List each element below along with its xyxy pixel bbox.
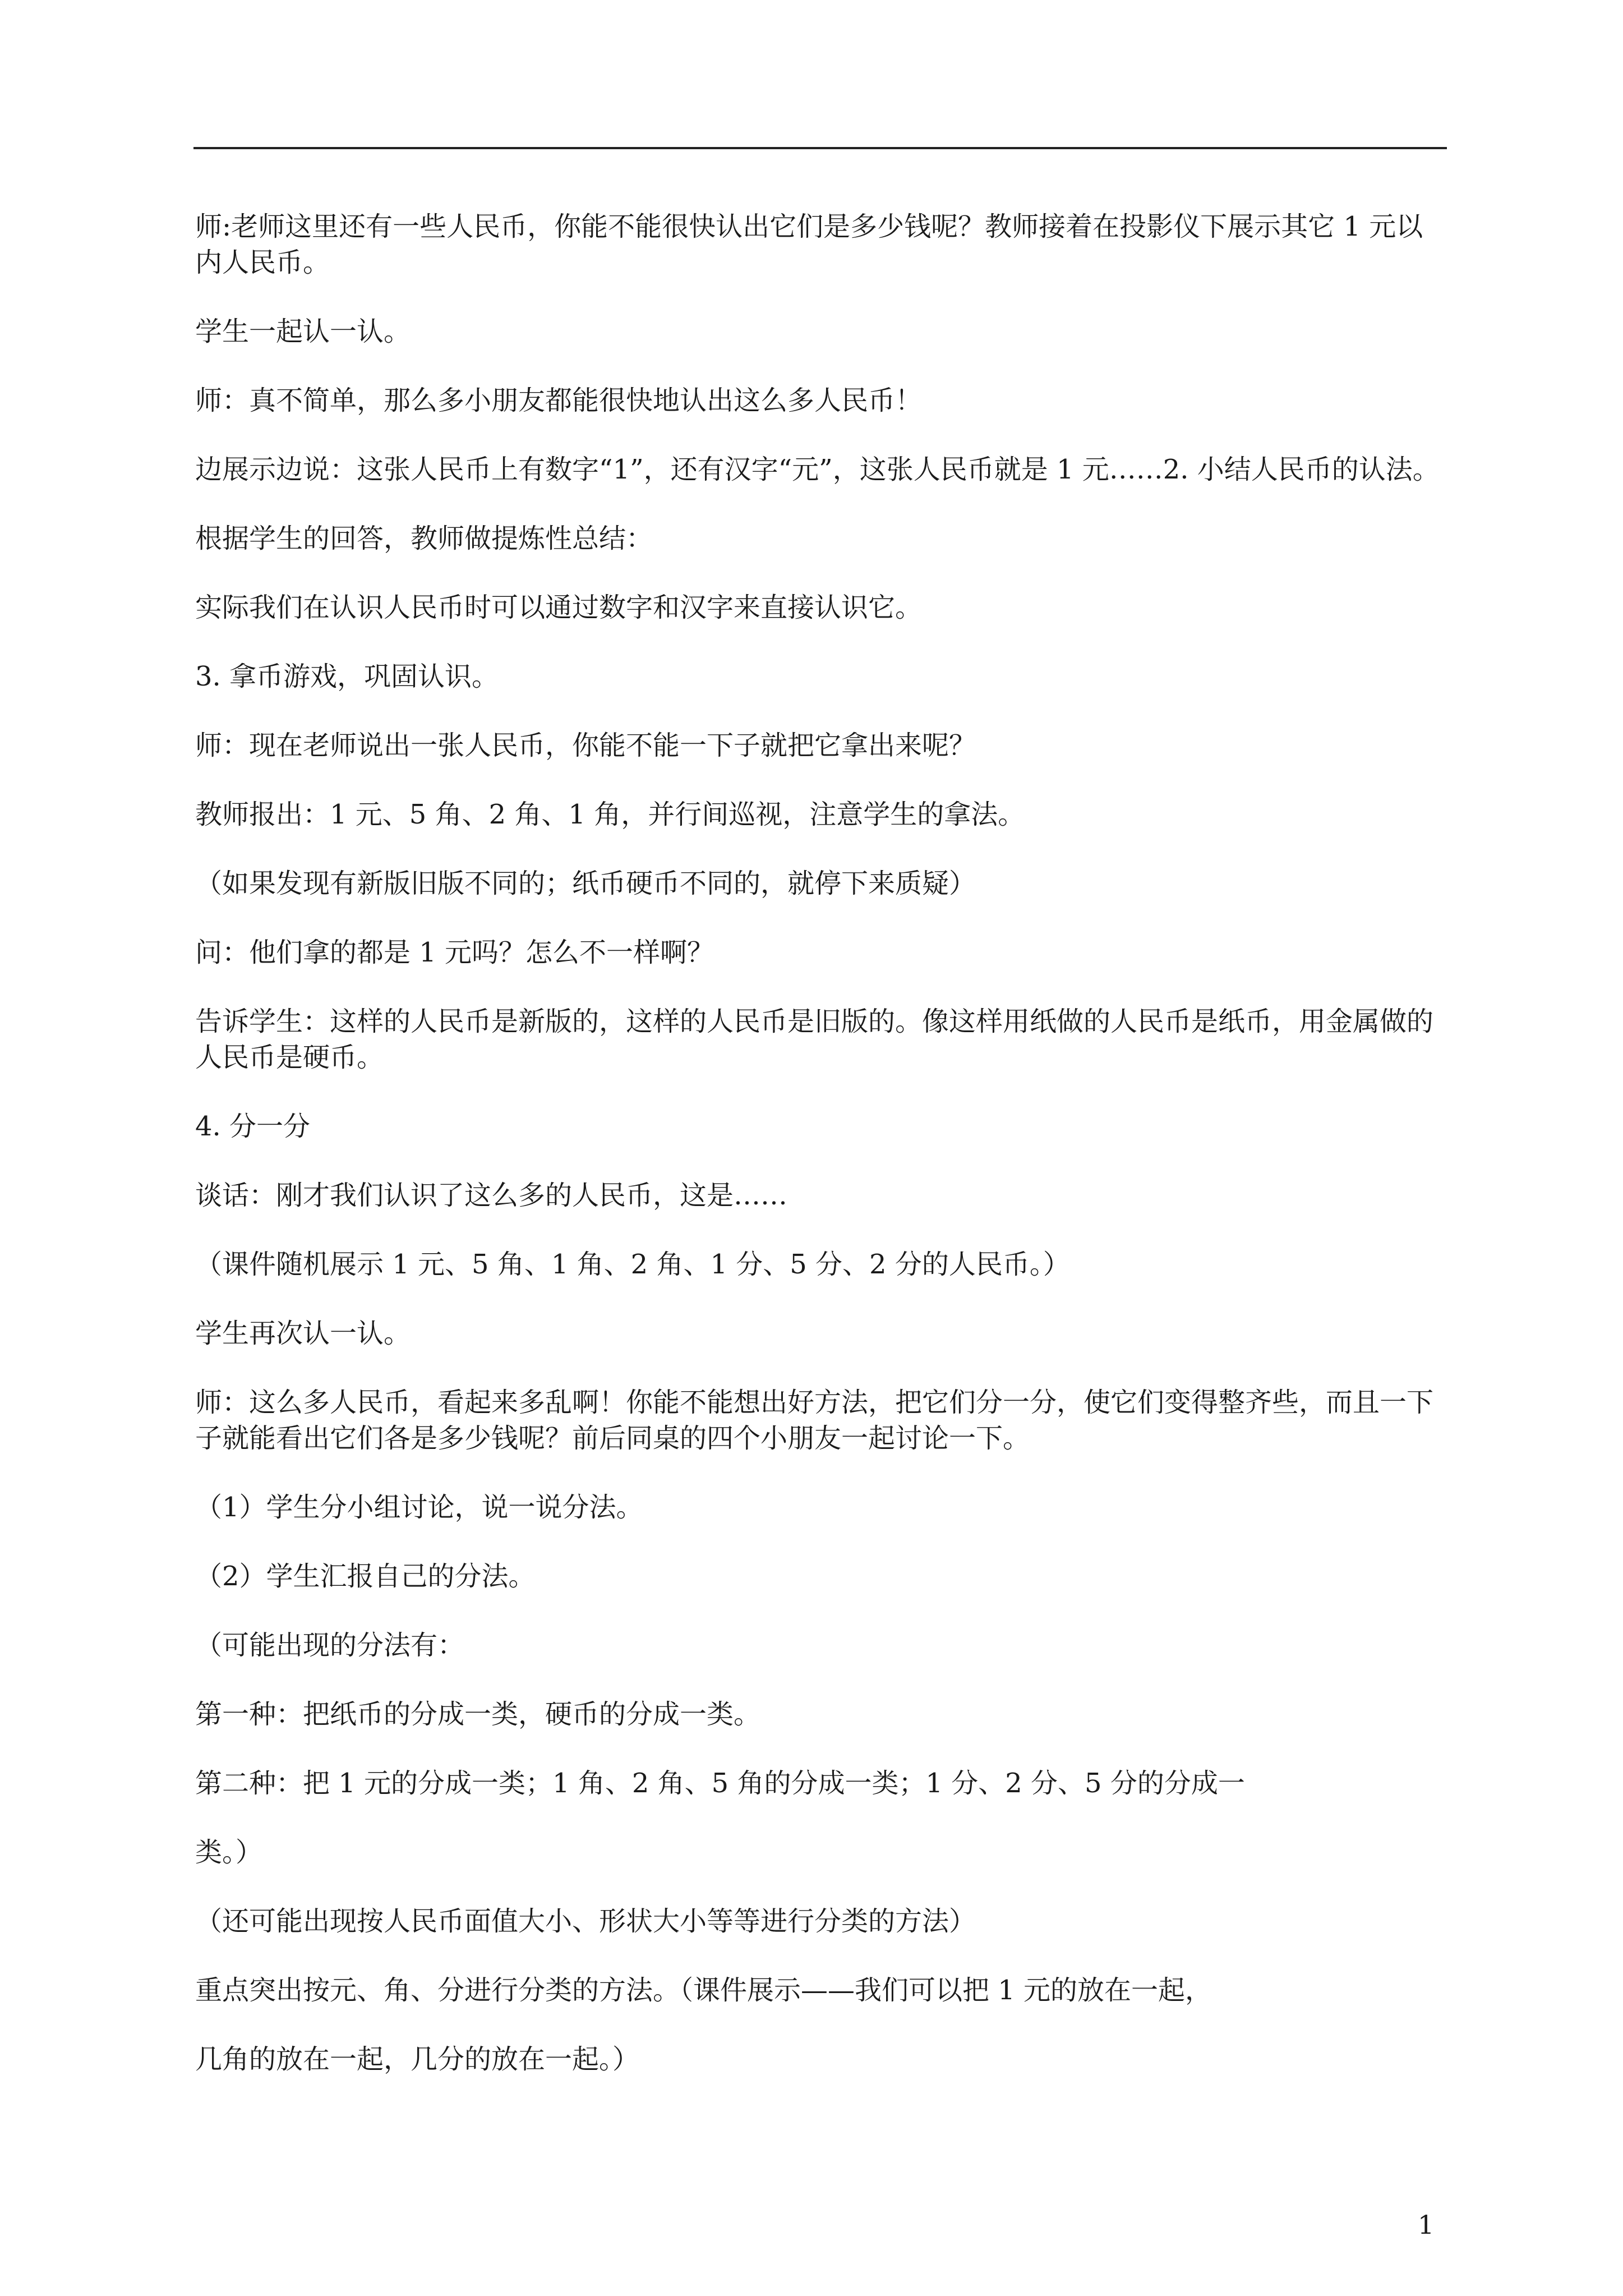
paragraph: 教师报出：1 元、5 角、2 角、1 角，并行间巡视，注意学生的拿法。 xyxy=(195,799,1025,830)
paragraph: （如果发现有新版旧版不同的；纸币硬币不同的，就停下来质疑） xyxy=(195,868,976,899)
paragraph: 实际我们在认识人民币时可以通过数字和汉字来直接认识它。 xyxy=(195,592,923,623)
paragraph: 学生一起认一认。 xyxy=(195,316,411,347)
paragraph: 告诉学生：这样的人民币是新版的，这样的人民币是旧版的。像这样用纸做的人民币是纸币，用金属做的人民币是硬币。 xyxy=(195,1006,1434,1073)
paragraph: 类。） xyxy=(195,1837,263,1868)
paragraph: 几角的放在一起，几分的放在一起。） xyxy=(195,2044,640,2075)
page-number: 1 xyxy=(1418,2210,1435,2240)
paragraph: 重点突出按元、角、分进行分类的方法。（课件展示——我们可以把 1 元的放在一起， xyxy=(195,1975,1212,2006)
paragraph: 师：真不简单，那么多小朋友都能很快地认出这么多人民币！ xyxy=(195,385,923,416)
paragraph: 学生再次认一认。 xyxy=(195,1318,411,1349)
paragraph: （1）学生分小组讨论，说一说分法。 xyxy=(195,1492,643,1523)
paragraph: 第二种：把 1 元的分成一类；1 角、2 角、5 角的分成一类；1 分、2 分、5 分的分成一 xyxy=(195,1768,1245,1799)
paragraph: （可能出现的分法有： xyxy=(195,1630,465,1661)
paragraph: 师：现在老师说出一张人民币，你能不能一下子就把它拿出来呢？ xyxy=(195,730,976,761)
section-heading: 4. 分一分 xyxy=(195,1111,311,1142)
paragraph: （2）学生汇报自己的分法。 xyxy=(195,1561,536,1592)
paragraph: 谈话：刚才我们认识了这么多的人民币，这是…… xyxy=(195,1180,788,1211)
paragraph: （还可能出现按人民币面值大小、形状大小等等进行分类的方法） xyxy=(195,1906,976,1937)
document-body xyxy=(195,209,1447,2110)
paragraph: 师：这么多人民币，看起来多乱啊！你能不能想出好方法，把它们分一分，使它们变得整齐些，而且一下子就能看出它们各是多少钱呢？前后同桌的四个小朋友一起讨论一下。 xyxy=(195,1387,1434,1454)
paragraph: （课件随机展示 1 元、5 角、1 角、2 角、1 分、5 分、2 分的人民币。） xyxy=(195,1249,1070,1280)
section-heading: 3. 拿币游戏，巩固认识。 xyxy=(195,661,499,692)
header-rule xyxy=(193,147,1447,149)
paragraph: 问：他们拿的都是 1 元吗？怎么不一样啊？ xyxy=(195,937,714,968)
paragraph: 师:老师这里还有一些人民币，你能不能很快认出它们是多少钱呢？教师接着在投影仪下展示其它 1 元以内人民币。 xyxy=(195,211,1423,278)
paragraph: 边展示边说：这张人民币上有数字“1”，还有汉字“元”，这张人民币就是 1 元……2. 小结人民币的认法。 xyxy=(195,454,1440,485)
paragraph: 第一种：把纸币的分成一类，硬币的分成一类。 xyxy=(195,1699,761,1730)
paragraph: 根据学生的回答，教师做提炼性总结： xyxy=(195,523,653,554)
